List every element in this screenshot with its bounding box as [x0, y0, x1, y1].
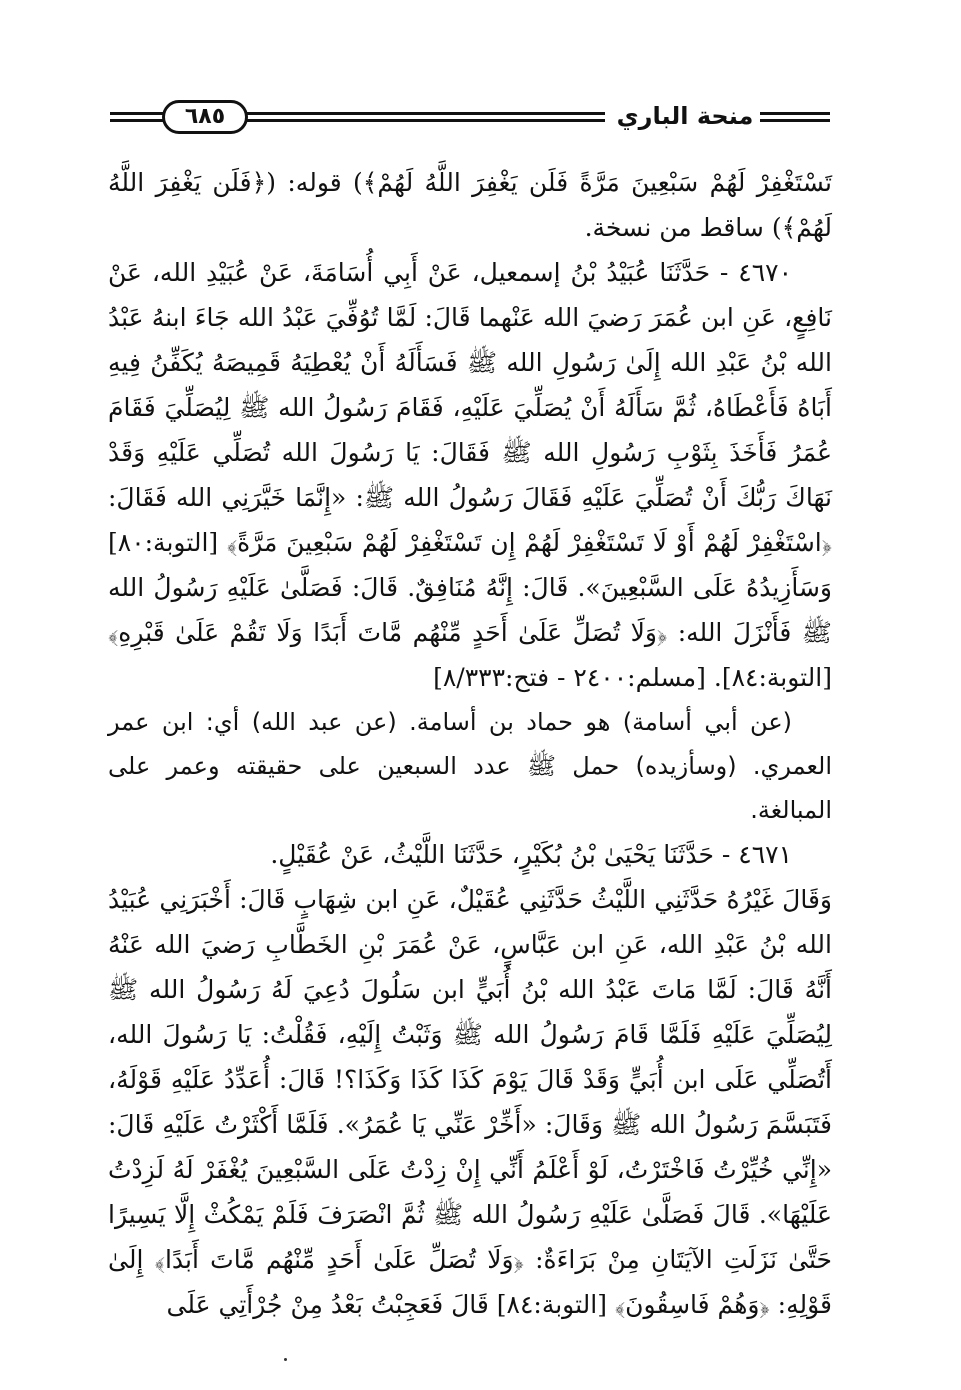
header-rule	[760, 119, 830, 122]
hadith-4670: ٤٦٧٠ - حَدَّثَنَا عُبَيْدُ بْنُ إسمعيل، عَنْ أَبِي أُسَامَةَ، عَنْ عُبَيْدِ الله، عَنْ نَافِعٍ، عَنِ ابن عُمَرَ رَضيَ الله عَنْهما قَالَ: لَمَّا تُوُفِّيَ عَبْدُ الله جَاءَ ابنهُ عَبْدُ الله بْنُ عَبْدِ الله إِلَىٰ رَسُولِ الله ﷺ فَسَأَلَهُ أَنْ يُعْطِيَهُ قَمِيصَهُ يُكَفِّنُ فِيهِ أَبَاهُ فَأَعْطَاهُ، ثُمَّ سَأَلَهُ أَنْ يُصَلِّيَ عَلَيْهِ، فَقَامَ رَسُولُ الله ﷺ لِيُصَلِّيَ فَقَامَ عُمَرُ فَأَخَذَ بِثَوْبِ رَسُولِ الله ﷺ فَقَالَ: يَا رَسُولَ الله تُصَلِّي عَلَيْهِ وَقَدْ نَهَاكَ رَبُّكَ أَنْ تُصَلِّيَ عَلَيْهِ فَقَالَ رَسُولُ الله ﷺ: «إِنَّمَا خَيَّرَنِي الله فَقَالَ: ﴿اسْتَغْفِرْ لَهُمْ أَوْ لَا تَسْتَغْفِرْ لَهُمْ إِن تَسْتَغْفِرْ لَهُمْ سَبْعِينَ مَرَّةً﴾ [التوبة:٨٠] وَسَأَزِيدُهُ عَلَى السَّبْعِينَ». قَالَ: إِنَّهُ مُنَافِقٌ. قَالَ: فَصَلَّىٰ عَلَيْهِ رَسُولُ الله ﷺ فَأَنْزَلَ الله: ﴿وَلَا تُصَلِّ عَلَىٰ أَحَدٍ مِّنْهُم مَّاتَ أَبَدًا وَلَا تَقُمْ عَلَىٰ قَبْرِهِ﴾ [التوبة:٨٤]. [مسلم:٢٤٠٠ - فتح:٨/٣٣٣]	[108, 258, 832, 692]
header-rule	[110, 112, 165, 115]
header-rule	[245, 119, 605, 122]
header-rule	[110, 119, 165, 122]
header-rule	[245, 112, 605, 115]
page-body	[108, 160, 832, 1327]
page-number: ٦٨٥	[162, 100, 248, 134]
running-title: منحة الباري	[616, 102, 754, 130]
header-rule	[760, 112, 830, 115]
hadith-4671-chain: ٤٦٧١ - حَدَّثَنَا يَحْيَىٰ بْنُ بُكَيْرٍ، حَدَّثَنَا اللَّيْثُ، عَنْ عُقَيْلٍ.	[270, 840, 792, 869]
commentary-4670: (عن أبي أسامة) هو حماد بن أسامة. (عن عبد الله) أي: ابن عمر العمري. (وسأزيده) حمل ﷺ عدد السبعين على حقيقته وعمر على المبالغة.	[108, 708, 832, 824]
scan-speck	[284, 1358, 287, 1361]
page-header	[110, 98, 830, 142]
hadith-4671-text: وَقَالَ غَيْرُهُ حَدَّثَنِي اللَّيْثُ حَدَّثَنِي عُقَيْلٌ، عَنِ ابن شِهَابٍ قَالَ: أَخْبَرَنِي عُبَيْدُ الله بْنُ عَبْدِ الله، عَنِ ابن عَبَّاسٍ، عَنْ عُمَرَ بْنِ الخَطَّابِ رَضيَ الله عَنْهُ أَنَّهُ قَالَ: لَمَّا مَاتَ عَبْدُ الله بْنُ أُبَيٍّ ابن سَلُولَ دُعِيَ لَهُ رَسُولُ الله ﷺ لِيُصَلِّيَ عَلَيْهِ فَلَمَّا قَامَ رَسُولُ الله ﷺ وَثَبْتُ إِلَيْهِ، فَقُلْتُ: يَا رَسُولَ الله، أَتُصَلِّي عَلَى ابن أُبَيٍّ وَقَدْ قَالَ يَوْمَ كَذَا كَذَا وَكَذَا؟! قَالَ: أُعَدِّدُ عَلَيْهِ قَوْلَهُ، فَتَبَسَّمَ رَسُولُ الله ﷺ وَقَالَ: «أَخِّرْ عَنِّي يَا عُمَرُ». فَلَمَّا أَكْثَرْتُ عَلَيْهِ قَالَ: «إِنِّي خُيِّرْتُ فَاخْتَرْتُ، لَوْ أَعْلَمُ أَنِّي إِنْ زِدْتُ عَلَى السَّبْعِينَ يُغْفَرْ لَهُ لَزِدْتُ عَلَيْهَا». قَالَ فَصَلَّىٰ عَلَيْهِ رَسُولُ الله ﷺ ثُمَّ انْصَرَفَ فَلَمْ يَمْكُثْ إِلَّا يَسِيرًا حَتَّىٰ نَزَلَتِ الآيَتَانِ مِنْ بَرَاءَةٌ: ﴿وَلَا تُصَلِّ عَلَىٰ أَحَدٍ مِّنْهُم مَّاتَ أَبَدًا﴾ إِلَىٰ قَوْلِهِ: ﴿وَهُمْ فَاسِقُونَ﴾ [التوبة:٨٤] قَالَ فَعَجِبْتُ بَعْدُ مِنْ جُرْأَتِي عَلَى	[108, 885, 832, 1319]
paragraph-continuation: تَسْتَغْفِرْ لَهُمْ سَبْعِينَ مَرَّةً فَلَن يَغْفِرَ اللَّهُ لَهُمْ﴾) قوله: (﴿فَلَن يَغْفِرَ اللَّهُ لَهُمْ﴾) ساقط من نسخة.	[108, 168, 832, 242]
